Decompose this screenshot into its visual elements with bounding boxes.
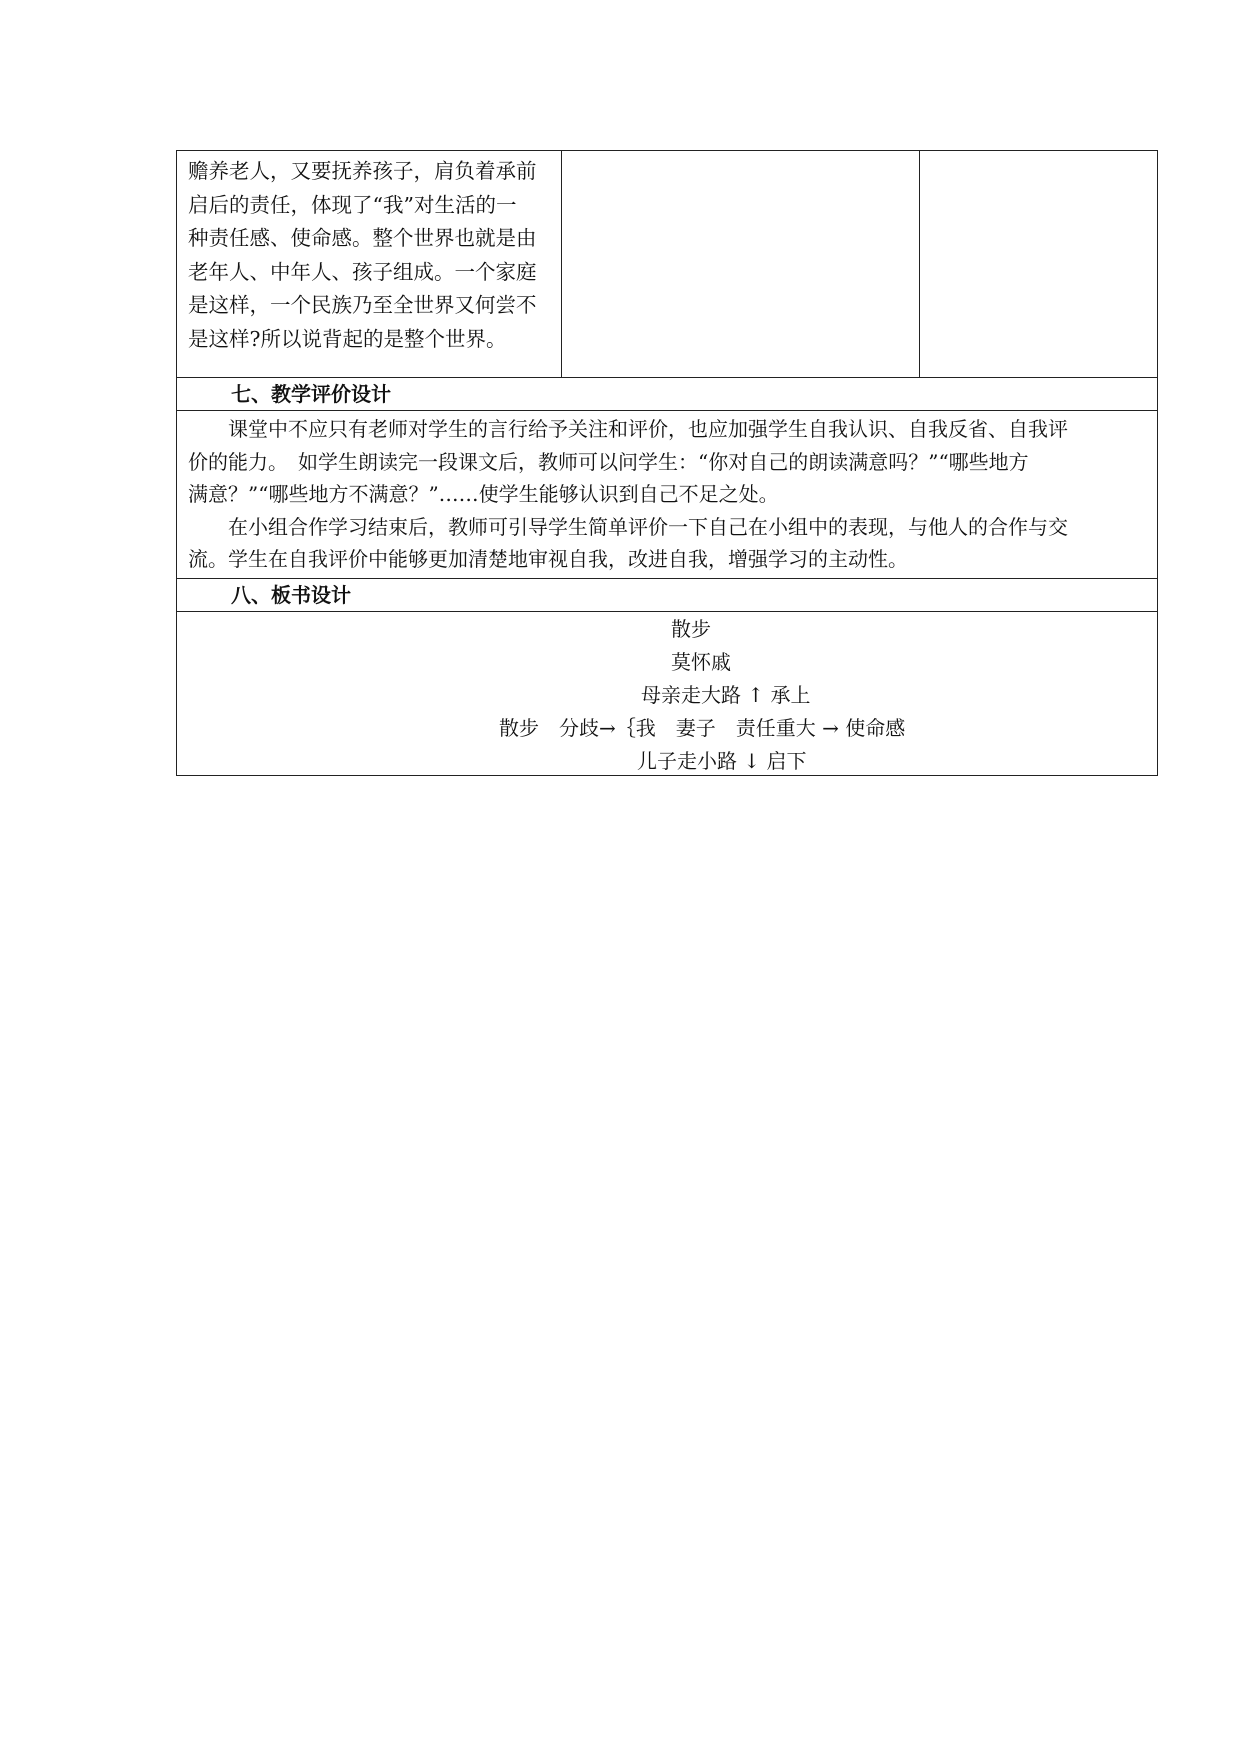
section6-continuation-row	[177, 151, 1157, 377]
text-line: 是这样?所以说背起的是整个世界。	[188, 326, 507, 351]
paragraph-line: 流。学生在自我评价中能够更加清楚地审视自我，改进自我，增强学习的主动性。	[188, 547, 908, 571]
paragraph-line: 价的能力。 如学生朗读完一段课文后，教师可以问学生：“你对自己的朗读满意吗？”“哪些地方	[188, 449, 1029, 474]
paragraph-line: 课堂中不应只有老师对学生的言行给予关注和评价，也应加强学生自我认识、自我反省、自我评	[188, 417, 1068, 441]
section8-heading: 八、板书设计	[177, 578, 1157, 611]
text-line: 启后的责任，体现了“我”对生活的一	[188, 192, 517, 217]
text-line: 种责任感、使命感。整个世界也就是由	[188, 226, 537, 250]
section7-heading: 七、教学评价设计	[177, 377, 1157, 410]
board-author: 莫怀戚	[671, 649, 731, 674]
empty-cell-middle	[562, 151, 920, 377]
text-line: 老年人、中年人、孩子组成。一个家庭	[188, 259, 537, 284]
empty-cell-right	[920, 151, 1157, 377]
paragraph-line: 在小组合作学习结束后，教师可引导学生简单评价一下自己在小组中的表现，与他人的合作与交	[188, 514, 1068, 539]
section7-body	[177, 410, 1157, 578]
text-line: 赡养老人，又要抚养孩子，肩负着承前	[188, 159, 537, 183]
paragraph-line: 满意？”“哪些地方不满意？”……使学生能够认识到自己不足之处。	[188, 482, 779, 506]
board-line-son: 儿子走小路 ↓ 启下	[637, 748, 807, 773]
text-line: 是这样，一个民族乃至全世界又何尝不	[188, 293, 537, 317]
blackboard-design	[177, 611, 1157, 775]
lesson-plan-table	[176, 150, 1158, 776]
board-line-main: 散步 分歧→｛我 妻子 责任重大 → 使命感	[499, 715, 906, 740]
board-title: 散步	[671, 616, 711, 641]
section6-text-cell	[177, 151, 562, 377]
board-line-mother: 母亲走大路 ↑ 承上	[641, 682, 811, 707]
